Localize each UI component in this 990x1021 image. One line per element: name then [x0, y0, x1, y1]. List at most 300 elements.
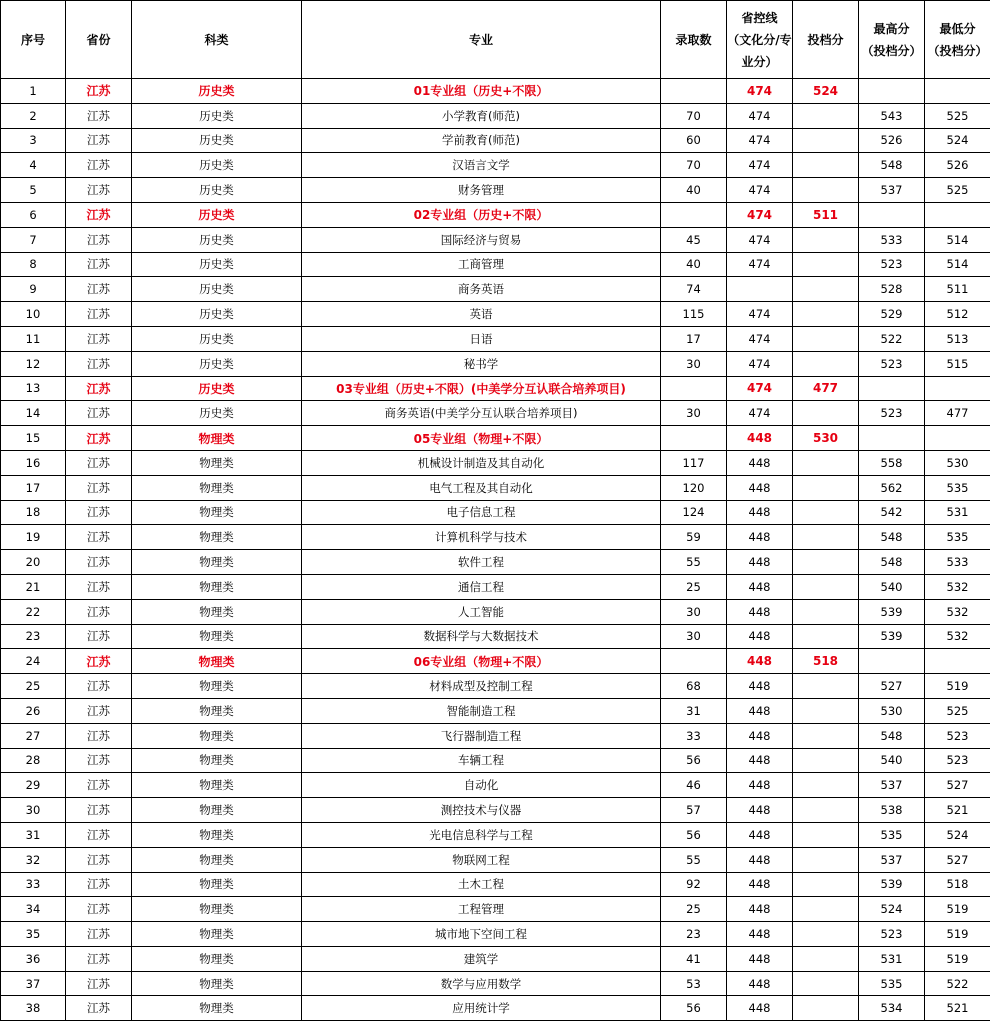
table-row: [1, 798, 990, 823]
cell-control-line: [727, 277, 793, 302]
cell-category: 物理类: [132, 872, 302, 897]
header-control-line-1: 省控线: [741, 11, 777, 25]
cell-seq: 31: [1, 822, 66, 847]
cell-control-line: 448: [727, 525, 793, 550]
cell-control-line: 474: [727, 178, 793, 203]
cell-province: 江苏: [66, 401, 132, 426]
cell-filing-score: [793, 326, 859, 351]
cell-filing-score: [793, 847, 859, 872]
cell-filing-score: [793, 748, 859, 773]
cell-major: 测控技术与仪器: [302, 798, 661, 823]
cell-max-score: 526: [859, 128, 925, 153]
cell-filing-score: [793, 674, 859, 699]
cell-min-score: 514: [925, 252, 990, 277]
header-control-line-2: （文化分/专: [727, 33, 791, 47]
cell-category: 历史类: [132, 202, 302, 227]
cell-min-score: 513: [925, 326, 990, 351]
cell-category: 历史类: [132, 153, 302, 178]
cell-control-line: 474: [727, 79, 793, 104]
cell-seq: 25: [1, 674, 66, 699]
cell-major: 光电信息科学与工程: [302, 822, 661, 847]
header-min-score-1: 最低分: [939, 22, 975, 36]
cell-category: 物理类: [132, 773, 302, 798]
cell-min-score: 519: [925, 922, 990, 947]
cell-major: 秘书学: [302, 351, 661, 376]
table-row: [1, 773, 990, 798]
cell-max-score: 524: [859, 897, 925, 922]
cell-control-line: 448: [727, 748, 793, 773]
cell-min-score: [925, 649, 990, 674]
cell-admitted: [661, 376, 727, 401]
cell-control-line: 474: [727, 202, 793, 227]
cell-seq: 10: [1, 302, 66, 327]
cell-province: 江苏: [66, 897, 132, 922]
cell-min-score: 519: [925, 674, 990, 699]
cell-seq: 28: [1, 748, 66, 773]
cell-seq: 20: [1, 550, 66, 575]
cell-category: 物理类: [132, 723, 302, 748]
cell-province: 江苏: [66, 277, 132, 302]
cell-seq: 23: [1, 624, 66, 649]
cell-major: 数学与应用数学: [302, 971, 661, 996]
cell-min-score: 533: [925, 550, 990, 575]
cell-filing-score: [793, 103, 859, 128]
cell-min-score: 519: [925, 897, 990, 922]
cell-category: 历史类: [132, 79, 302, 104]
cell-min-score: 522: [925, 971, 990, 996]
cell-admitted: 56: [661, 748, 727, 773]
cell-major: 应用统计学: [302, 996, 661, 1021]
table-body: [1, 79, 990, 1021]
cell-min-score: 521: [925, 996, 990, 1021]
cell-admitted: [661, 202, 727, 227]
header-admitted: 录取数: [661, 1, 727, 79]
cell-min-score: 525: [925, 178, 990, 203]
cell-min-score: 515: [925, 351, 990, 376]
table-row: [1, 822, 990, 847]
cell-major: 飞行器制造工程: [302, 723, 661, 748]
table-row: [1, 847, 990, 872]
cell-control-line: 474: [727, 103, 793, 128]
cell-seq: 13: [1, 376, 66, 401]
cell-max-score: 530: [859, 698, 925, 723]
cell-seq: 29: [1, 773, 66, 798]
table-row: [1, 227, 990, 252]
cell-major: 小学教育(师范): [302, 103, 661, 128]
cell-category: 物理类: [132, 599, 302, 624]
cell-control-line: 448: [727, 649, 793, 674]
cell-filing-score: [793, 475, 859, 500]
cell-max-score: 548: [859, 525, 925, 550]
cell-province: 江苏: [66, 550, 132, 575]
cell-max-score: 523: [859, 401, 925, 426]
cell-category: 物理类: [132, 550, 302, 575]
cell-seq: 9: [1, 277, 66, 302]
cell-control-line: 448: [727, 872, 793, 897]
cell-major: 国际经济与贸易: [302, 227, 661, 252]
cell-max-score: 531: [859, 946, 925, 971]
cell-province: 江苏: [66, 302, 132, 327]
cell-seq: 14: [1, 401, 66, 426]
cell-admitted: 30: [661, 351, 727, 376]
cell-admitted: 41: [661, 946, 727, 971]
cell-seq: 16: [1, 450, 66, 475]
cell-filing-score: [793, 574, 859, 599]
cell-category: 历史类: [132, 302, 302, 327]
cell-max-score: 528: [859, 277, 925, 302]
cell-admitted: 23: [661, 922, 727, 947]
cell-max-score: 537: [859, 773, 925, 798]
cell-category: 物理类: [132, 748, 302, 773]
cell-min-score: 530: [925, 450, 990, 475]
cell-category: 物理类: [132, 525, 302, 550]
cell-category: 历史类: [132, 351, 302, 376]
cell-max-score: 562: [859, 475, 925, 500]
cell-major: 软件工程: [302, 550, 661, 575]
cell-control-line: 448: [727, 897, 793, 922]
cell-max-score: 535: [859, 971, 925, 996]
cell-seq: 34: [1, 897, 66, 922]
cell-min-score: 527: [925, 847, 990, 872]
cell-major: 城市地下空间工程: [302, 922, 661, 947]
cell-seq: 12: [1, 351, 66, 376]
cell-min-score: [925, 376, 990, 401]
cell-admitted: 30: [661, 401, 727, 426]
cell-province: 江苏: [66, 178, 132, 203]
cell-max-score: [859, 79, 925, 104]
cell-admitted: 56: [661, 996, 727, 1021]
cell-category: 历史类: [132, 252, 302, 277]
cell-major: 06专业组（物理+不限）: [302, 649, 661, 674]
cell-major: 05专业组（物理+不限）: [302, 426, 661, 451]
table-row: [1, 971, 990, 996]
cell-major: 计算机科学与技术: [302, 525, 661, 550]
group-row: [1, 202, 990, 227]
cell-filing-score: [793, 798, 859, 823]
cell-admitted: 70: [661, 103, 727, 128]
cell-filing-score: [793, 773, 859, 798]
table-row: [1, 103, 990, 128]
cell-min-score: 532: [925, 624, 990, 649]
cell-admitted: 55: [661, 550, 727, 575]
cell-admitted: [661, 426, 727, 451]
cell-min-score: [925, 202, 990, 227]
cell-max-score: 527: [859, 674, 925, 699]
cell-filing-score: [793, 996, 859, 1021]
cell-province: 江苏: [66, 798, 132, 823]
cell-province: 江苏: [66, 79, 132, 104]
cell-control-line: 474: [727, 326, 793, 351]
table-row: [1, 922, 990, 947]
group-row: [1, 426, 990, 451]
cell-major: 03专业组（历史+不限）(中美学分互认联合培养项目): [302, 376, 661, 401]
cell-major: 英语: [302, 302, 661, 327]
cell-major: 学前教育(师范): [302, 128, 661, 153]
cell-major: 通信工程: [302, 574, 661, 599]
cell-filing-score: [793, 153, 859, 178]
cell-max-score: 548: [859, 153, 925, 178]
cell-max-score: 540: [859, 748, 925, 773]
table-row: [1, 946, 990, 971]
cell-min-score: 512: [925, 302, 990, 327]
cell-seq: 15: [1, 426, 66, 451]
cell-control-line: 474: [727, 252, 793, 277]
cell-seq: 37: [1, 971, 66, 996]
cell-seq: 6: [1, 202, 66, 227]
cell-category: 历史类: [132, 227, 302, 252]
cell-seq: 4: [1, 153, 66, 178]
cell-admitted: 57: [661, 798, 727, 823]
table-row: [1, 996, 990, 1021]
cell-filing-score: [793, 302, 859, 327]
cell-control-line: 448: [727, 847, 793, 872]
cell-seq: 26: [1, 698, 66, 723]
header-province: 省份: [66, 1, 132, 79]
cell-province: 江苏: [66, 525, 132, 550]
cell-major: 商务英语: [302, 277, 661, 302]
cell-filing-score: [793, 599, 859, 624]
cell-min-score: 532: [925, 574, 990, 599]
cell-max-score: [859, 649, 925, 674]
cell-control-line: 448: [727, 426, 793, 451]
cell-province: 江苏: [66, 674, 132, 699]
table-row: [1, 351, 990, 376]
cell-control-line: 448: [727, 723, 793, 748]
cell-min-score: [925, 79, 990, 104]
cell-min-score: 535: [925, 475, 990, 500]
cell-province: 江苏: [66, 649, 132, 674]
cell-category: 物理类: [132, 624, 302, 649]
cell-category: 物理类: [132, 574, 302, 599]
cell-major: 工程管理: [302, 897, 661, 922]
cell-max-score: 522: [859, 326, 925, 351]
cell-province: 江苏: [66, 450, 132, 475]
cell-control-line: 448: [727, 599, 793, 624]
cell-max-score: 540: [859, 574, 925, 599]
cell-category: 物理类: [132, 922, 302, 947]
cell-max-score: 523: [859, 252, 925, 277]
header-min-score-2: （投档分）: [927, 44, 987, 58]
cell-min-score: 532: [925, 599, 990, 624]
cell-category: 物理类: [132, 426, 302, 451]
cell-province: 江苏: [66, 252, 132, 277]
cell-filing-score: [793, 252, 859, 277]
cell-filing-score: 524: [793, 79, 859, 104]
table-row: [1, 599, 990, 624]
cell-max-score: 538: [859, 798, 925, 823]
cell-category: 物理类: [132, 500, 302, 525]
cell-control-line: 474: [727, 227, 793, 252]
cell-control-line: 474: [727, 153, 793, 178]
cell-category: 历史类: [132, 103, 302, 128]
cell-major: 汉语言文学: [302, 153, 661, 178]
cell-seq: 7: [1, 227, 66, 252]
header-control-line: [727, 1, 793, 79]
cell-control-line: 474: [727, 401, 793, 426]
cell-control-line: 448: [727, 698, 793, 723]
cell-seq: 32: [1, 847, 66, 872]
cell-admitted: [661, 649, 727, 674]
cell-province: 江苏: [66, 971, 132, 996]
table-row: [1, 574, 990, 599]
cell-min-score: 514: [925, 227, 990, 252]
cell-major: 机械设计制造及其自动化: [302, 450, 661, 475]
cell-max-score: 548: [859, 550, 925, 575]
cell-filing-score: [793, 178, 859, 203]
cell-major: 财务管理: [302, 178, 661, 203]
cell-filing-score: [793, 872, 859, 897]
cell-major: 01专业组（历史+不限）: [302, 79, 661, 104]
cell-province: 江苏: [66, 946, 132, 971]
cell-admitted: 31: [661, 698, 727, 723]
cell-filing-score: [793, 450, 859, 475]
cell-major: 土木工程: [302, 872, 661, 897]
cell-major: 人工智能: [302, 599, 661, 624]
cell-admitted: 56: [661, 822, 727, 847]
cell-seq: 2: [1, 103, 66, 128]
cell-control-line: 448: [727, 674, 793, 699]
cell-admitted: 33: [661, 723, 727, 748]
cell-province: 江苏: [66, 698, 132, 723]
cell-category: 物理类: [132, 971, 302, 996]
table-row: [1, 252, 990, 277]
table-row: [1, 748, 990, 773]
cell-admitted: 124: [661, 500, 727, 525]
cell-min-score: 511: [925, 277, 990, 302]
table-row: [1, 326, 990, 351]
cell-major: 工商管理: [302, 252, 661, 277]
cell-admitted: 25: [661, 897, 727, 922]
cell-province: 江苏: [66, 475, 132, 500]
cell-filing-score: [793, 946, 859, 971]
cell-admitted: 40: [661, 178, 727, 203]
cell-filing-score: [793, 525, 859, 550]
cell-major: 电子信息工程: [302, 500, 661, 525]
cell-control-line: 474: [727, 376, 793, 401]
cell-admitted: 70: [661, 153, 727, 178]
cell-admitted: 68: [661, 674, 727, 699]
cell-filing-score: [793, 897, 859, 922]
cell-seq: 27: [1, 723, 66, 748]
cell-major: 商务英语(中美学分互认联合培养项目): [302, 401, 661, 426]
cell-category: 物理类: [132, 847, 302, 872]
cell-category: 物理类: [132, 698, 302, 723]
table-header: [1, 1, 990, 79]
cell-filing-score: 530: [793, 426, 859, 451]
cell-province: 江苏: [66, 748, 132, 773]
cell-min-score: 525: [925, 698, 990, 723]
cell-province: 江苏: [66, 574, 132, 599]
table-row: [1, 624, 990, 649]
cell-min-score: 523: [925, 723, 990, 748]
header-control-line-3: 业分）: [741, 55, 777, 69]
cell-filing-score: [793, 500, 859, 525]
header-min-score: [925, 1, 990, 79]
cell-max-score: 539: [859, 599, 925, 624]
cell-province: 江苏: [66, 847, 132, 872]
cell-control-line: 448: [727, 946, 793, 971]
cell-province: 江苏: [66, 723, 132, 748]
cell-major: 智能制造工程: [302, 698, 661, 723]
table-row: [1, 401, 990, 426]
cell-max-score: 533: [859, 227, 925, 252]
cell-admitted: [661, 79, 727, 104]
cell-admitted: 25: [661, 574, 727, 599]
table-row: [1, 674, 990, 699]
cell-seq: 21: [1, 574, 66, 599]
cell-control-line: 448: [727, 624, 793, 649]
cell-control-line: 448: [727, 450, 793, 475]
cell-admitted: 92: [661, 872, 727, 897]
cell-filing-score: [793, 277, 859, 302]
header-seq: 序号: [1, 1, 66, 79]
table-row: [1, 500, 990, 525]
cell-category: 历史类: [132, 277, 302, 302]
table-row: [1, 525, 990, 550]
cell-seq: 3: [1, 128, 66, 153]
cell-seq: 36: [1, 946, 66, 971]
cell-control-line: 448: [727, 971, 793, 996]
cell-admitted: 30: [661, 599, 727, 624]
cell-major: 物联网工程: [302, 847, 661, 872]
cell-province: 江苏: [66, 227, 132, 252]
cell-major: 材料成型及控制工程: [302, 674, 661, 699]
cell-min-score: 526: [925, 153, 990, 178]
cell-province: 江苏: [66, 426, 132, 451]
cell-category: 物理类: [132, 475, 302, 500]
header-max-score-2: （投档分）: [861, 44, 921, 58]
cell-filing-score: [793, 550, 859, 575]
cell-seq: 19: [1, 525, 66, 550]
cell-seq: 17: [1, 475, 66, 500]
cell-province: 江苏: [66, 872, 132, 897]
table-row: [1, 550, 990, 575]
cell-min-score: 531: [925, 500, 990, 525]
cell-min-score: 523: [925, 748, 990, 773]
cell-province: 江苏: [66, 773, 132, 798]
cell-seq: 11: [1, 326, 66, 351]
cell-min-score: 524: [925, 128, 990, 153]
cell-seq: 24: [1, 649, 66, 674]
cell-province: 江苏: [66, 326, 132, 351]
cell-control-line: 448: [727, 550, 793, 575]
cell-admitted: 46: [661, 773, 727, 798]
cell-max-score: 537: [859, 847, 925, 872]
cell-major: 建筑学: [302, 946, 661, 971]
cell-max-score: [859, 202, 925, 227]
table-row: [1, 450, 990, 475]
cell-category: 物理类: [132, 798, 302, 823]
cell-max-score: 537: [859, 178, 925, 203]
header-category: 科类: [132, 1, 302, 79]
cell-min-score: 525: [925, 103, 990, 128]
cell-admitted: 60: [661, 128, 727, 153]
cell-category: 物理类: [132, 674, 302, 699]
cell-filing-score: [793, 822, 859, 847]
cell-seq: 38: [1, 996, 66, 1021]
header-major: 专业: [302, 1, 661, 79]
cell-control-line: 448: [727, 574, 793, 599]
table-row: [1, 302, 990, 327]
cell-control-line: 448: [727, 500, 793, 525]
cell-province: 江苏: [66, 351, 132, 376]
cell-filing-score: [793, 971, 859, 996]
cell-category: 历史类: [132, 128, 302, 153]
table-row: [1, 277, 990, 302]
cell-category: 物理类: [132, 822, 302, 847]
cell-seq: 8: [1, 252, 66, 277]
cell-admitted: 17: [661, 326, 727, 351]
